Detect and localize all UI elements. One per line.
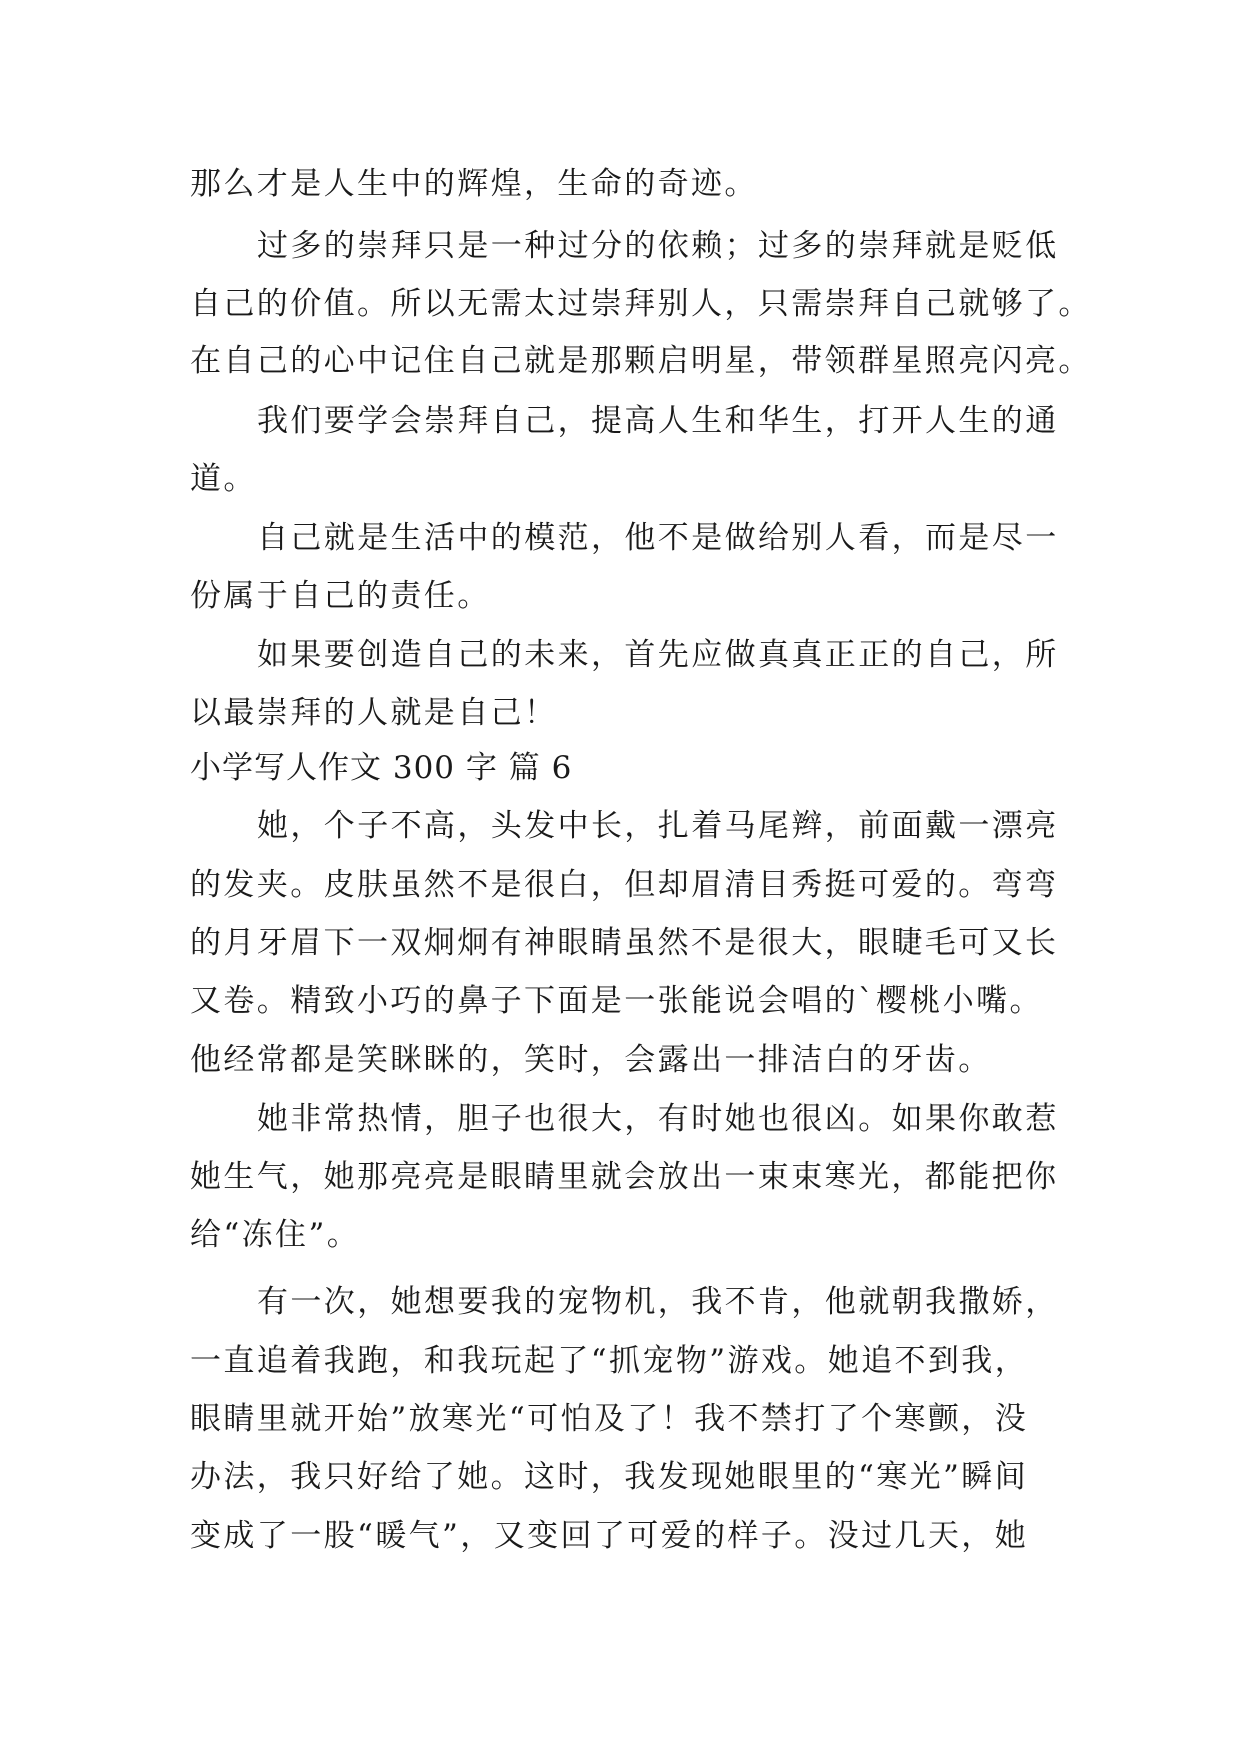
text-line: 她生气，她那亮亮是眼睛里就会放出一束束寒光，都能把你 <box>190 1159 1059 1195</box>
text-line: 道。 <box>190 461 257 497</box>
text-line: 那么才是人生中的辉煌，生命的奇迹。 <box>190 166 758 202</box>
paragraph-first-line: 如果要创造自己的未来，首先应做真真正正的自己，所 <box>257 637 1059 673</box>
text-line: 给“冻住”。 <box>190 1217 361 1253</box>
text-line: 的发夹。皮肤虽然不是很白，但却眉清目秀挺可爱的。弯弯 <box>190 867 1059 903</box>
text-line: 他经常都是笑眯眯的，笑时，会露出一排洁白的牙齿。 <box>190 1042 992 1078</box>
text-line: 份属于自己的责任。 <box>190 578 491 614</box>
text-line: 变成了一股“暖气”，又变回了可爱的样子。没过几天，她 <box>190 1518 1029 1554</box>
paragraph-first-line: 我们要学会崇拜自己，提高人生和华生，打开人生的通 <box>257 403 1059 439</box>
text-line: 眼睛里就开始”放寒光“可怕及了！我不禁打了个寒颤，没 <box>190 1401 1029 1437</box>
paragraph-first-line: 她非常热情，胆子也很大，有时她也很凶。如果你敢惹 <box>257 1101 1059 1137</box>
paragraph-first-line: 过多的崇拜只是一种过分的依赖；过多的崇拜就是贬低 <box>257 228 1059 264</box>
text-line: 在自己的心中记住自己就是那颗启明星，带领群星照亮闪亮。 <box>190 343 1092 379</box>
paragraph-first-line: 她，个子不高，头发中长，扎着马尾辫，前面戴一漂亮 <box>257 808 1059 844</box>
text-line: 办法，我只好给了她。这时，我发现她眼里的“寒光”瞬间 <box>190 1459 1029 1495</box>
text-line: 自己的价值。所以无需太过崇拜别人，只需崇拜自己就够了。 <box>190 286 1092 322</box>
text-line: 的月牙眉下一双炯炯有神眼睛虽然不是很大，眼睫毛可又长 <box>190 925 1059 961</box>
text-line: 又卷。精致小巧的鼻子下面是一张能说会唱的`樱桃小嘴。 <box>190 983 1043 1019</box>
paragraph-first-line: 有一次，她想要我的宠物机，我不肯，他就朝我撒娇， <box>257 1284 1059 1320</box>
text-line: 以最崇拜的人就是自己！ <box>190 695 558 731</box>
section-heading: 小学写人作文 300 字 篇 6 <box>190 750 573 786</box>
text-line: 一直追着我跑，和我玩起了“抓宠物”游戏。她追不到我， <box>190 1343 1029 1379</box>
paragraph-first-line: 自己就是生活中的模范，他不是做给别人看，而是尽一 <box>257 520 1059 556</box>
